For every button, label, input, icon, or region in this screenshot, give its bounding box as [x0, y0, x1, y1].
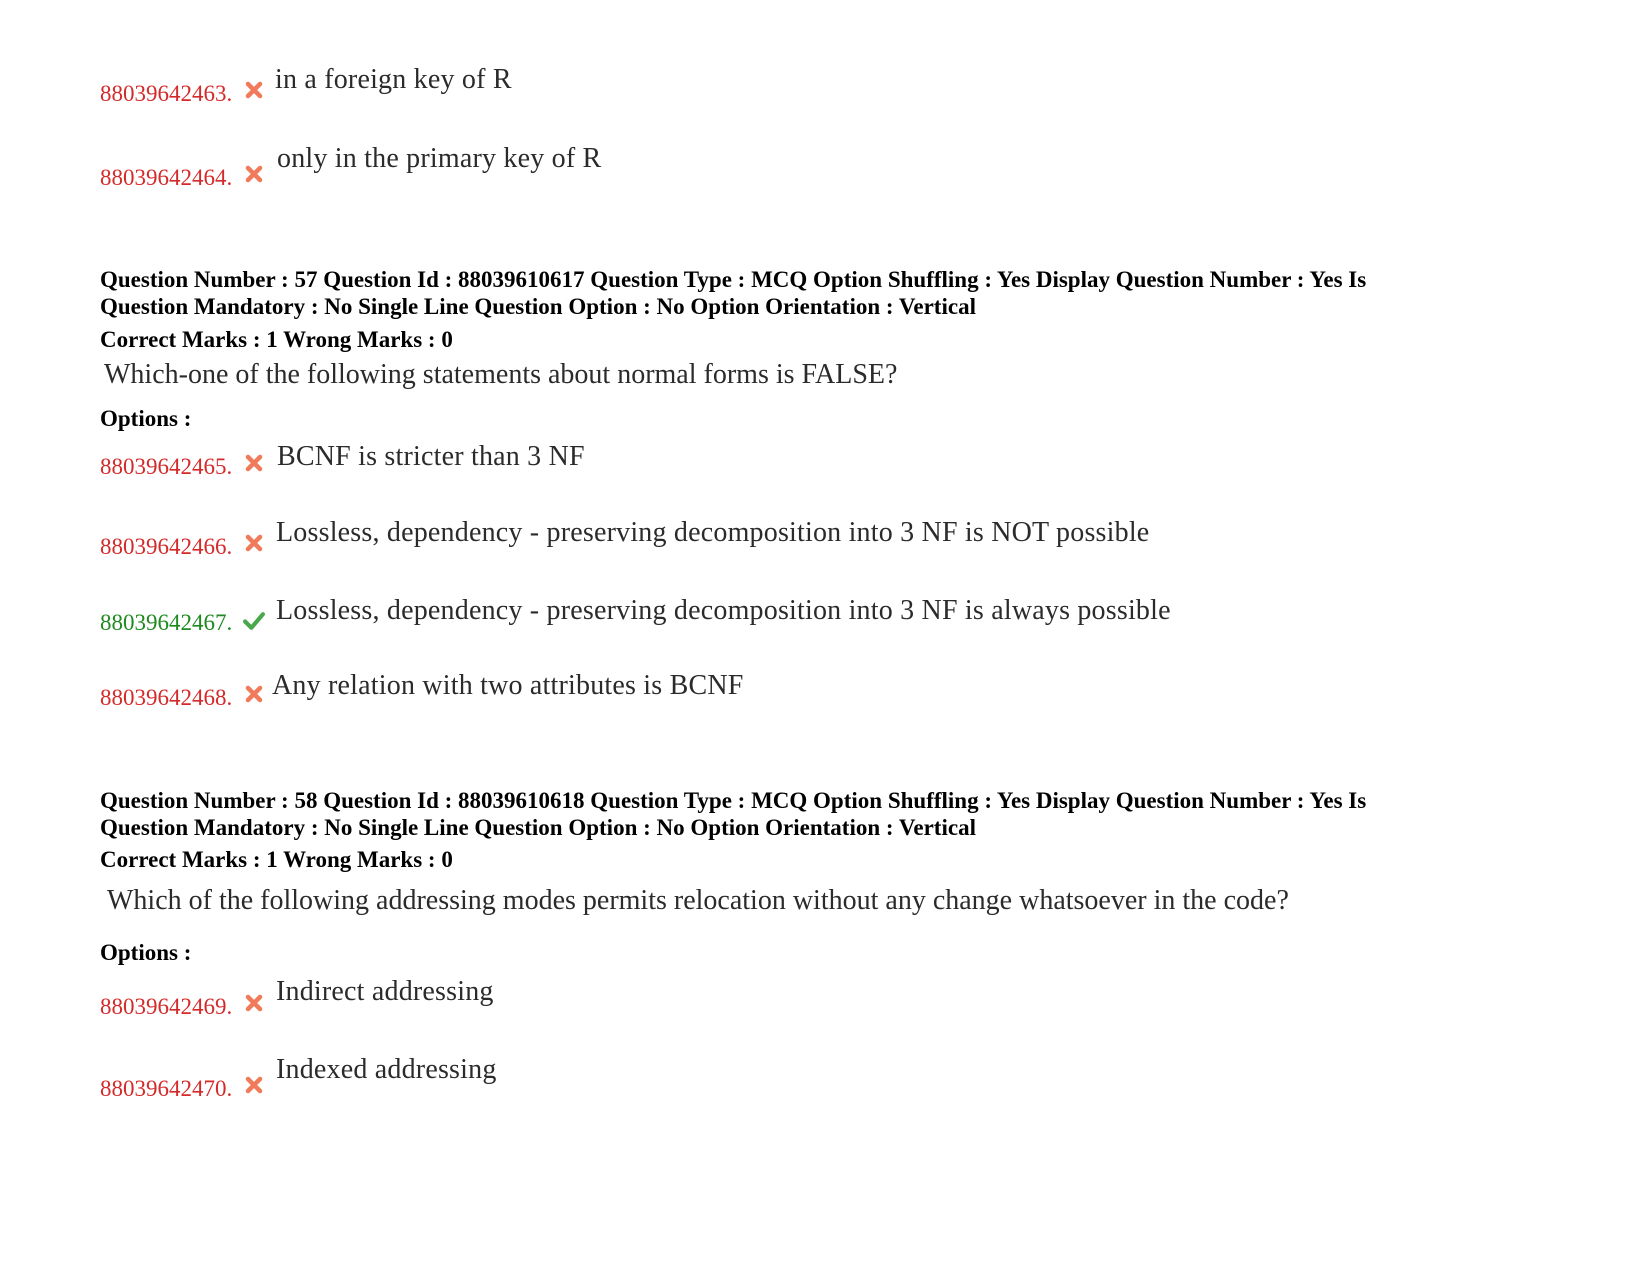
option-id: 88039642463.	[100, 81, 233, 106]
option-text: in a foreign key of R	[275, 64, 512, 95]
option-id: 88039642469.	[100, 994, 233, 1019]
option-text: Any relation with two attributes is BCNF	[272, 670, 744, 701]
option-id: 88039642464.	[100, 165, 233, 190]
question-text: Which of the following addressing modes permits relocation without any change whatsoever in the code?	[107, 885, 1289, 916]
cross-icon	[244, 1075, 264, 1095]
cross-icon	[244, 164, 264, 184]
cross-icon	[244, 533, 264, 553]
question-meta-line-2: Question Mandatory : No Single Line Question Option : No Option Orientation : Vertical	[100, 294, 976, 319]
question-text: Which-one of the following statements about normal forms is FALSE?	[104, 359, 898, 390]
option-id: 88039642466.	[100, 534, 233, 559]
question-marks: Correct Marks : 1 Wrong Marks : 0	[100, 847, 453, 872]
option-id-correct: 88039642467.	[100, 610, 233, 635]
option-text: Lossless, dependency - preserving decomposition into 3 NF is NOT possible	[276, 517, 1150, 548]
cross-icon	[244, 993, 264, 1013]
question-marks: Correct Marks : 1 Wrong Marks : 0	[100, 327, 453, 352]
option-id: 88039642470.	[100, 1076, 233, 1101]
option-text: Lossless, dependency - preserving decomposition into 3 NF is always possible	[276, 595, 1171, 626]
option-text: Indirect addressing	[276, 976, 494, 1007]
option-text: BCNF is stricter than 3 NF	[277, 441, 585, 472]
checkmark-icon	[243, 610, 265, 632]
cross-icon	[244, 453, 264, 473]
options-label: Options :	[100, 940, 192, 965]
option-text: Indexed addressing	[276, 1054, 497, 1085]
question-meta-line-1: Question Number : 57 Question Id : 88039610617 Question Type : MCQ Option Shuffling : Yes Display Question Number : Yes Is	[100, 267, 1367, 292]
option-text: only in the primary key of R	[277, 143, 602, 174]
cross-icon	[244, 80, 264, 100]
options-label: Options :	[100, 406, 192, 431]
question-meta-line-2: Question Mandatory : No Single Line Question Option : No Option Orientation : Vertical	[100, 815, 976, 840]
option-id: 88039642465.	[100, 454, 233, 479]
option-id: 88039642468.	[100, 685, 233, 710]
question-meta-line-1: Question Number : 58 Question Id : 88039610618 Question Type : MCQ Option Shuffling : Yes Display Question Number : Yes Is	[100, 788, 1367, 813]
cross-icon	[244, 684, 264, 704]
